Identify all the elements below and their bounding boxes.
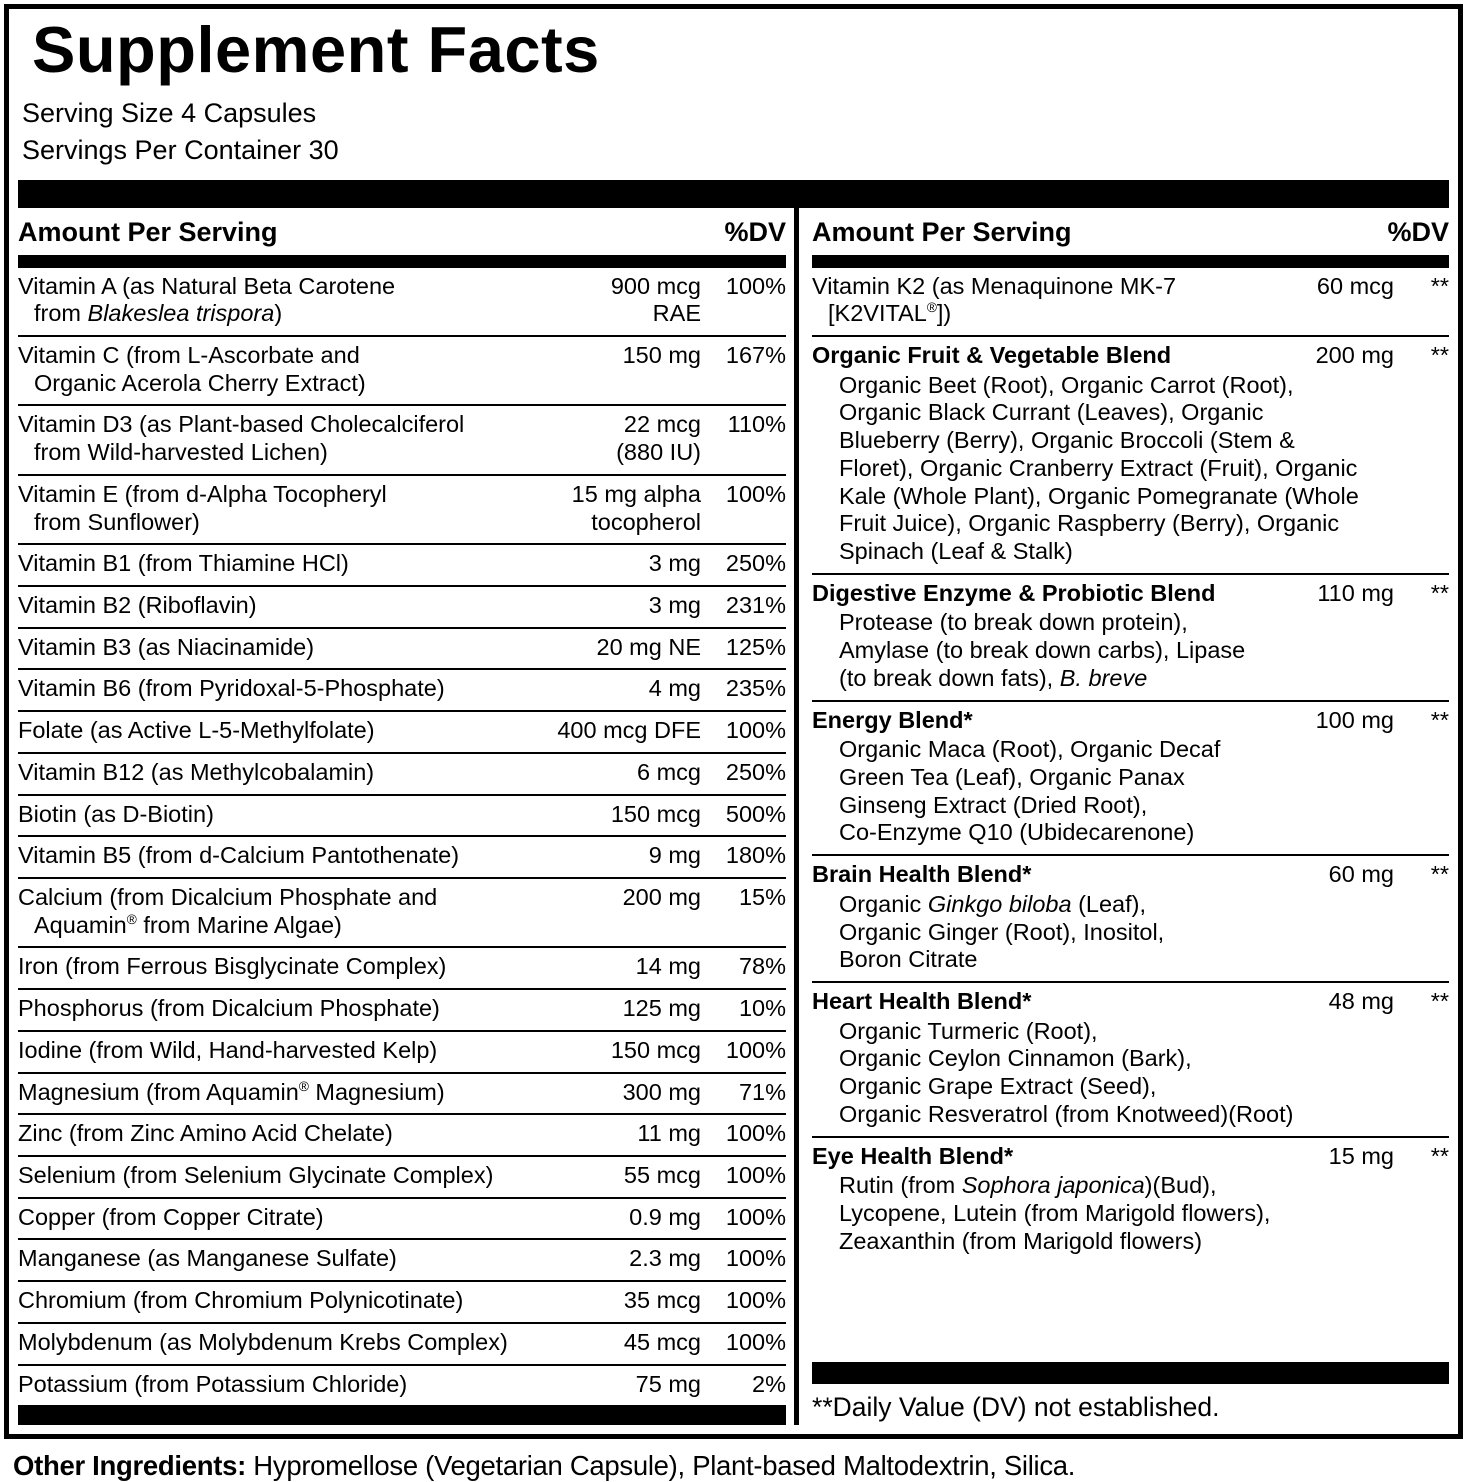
nutrient-row-line	[18, 1162, 786, 1190]
nutrient-row-line	[812, 1143, 1449, 1171]
nutrient-amount: 60 mg	[1328, 861, 1394, 888]
other-ingredients	[13, 1450, 1467, 1482]
nutrient-name: Iodine (from Wild, Hand-harvested Kelp)	[18, 1036, 438, 1063]
nutrient-daily-value: **	[1430, 988, 1449, 1015]
nutrient-amount: 150 mcg	[610, 800, 701, 827]
nutrient-row	[18, 335, 786, 404]
right-bottom-bar	[812, 1362, 1449, 1384]
nutrient-name: Manganese (as Manganese Sulfate)	[18, 1245, 397, 1272]
nutrient-daily-value: 180%	[725, 842, 786, 869]
nutrient-amount: 300 mg	[622, 1078, 701, 1105]
nutrient-row-line	[18, 550, 786, 578]
nutrient-daily-value: 100%	[725, 1162, 786, 1189]
nutrient-daily-value: 125%	[725, 633, 786, 660]
nutrient-name: Vitamin B5 (from d-Calcium Pantothenate)	[18, 842, 460, 869]
nutrient-amount: 35 mcg	[623, 1287, 701, 1314]
nutrient-name: Zinc (from Zinc Amino Acid Chelate)	[18, 1120, 393, 1147]
nutrient-daily-value: 231%	[725, 591, 786, 618]
nutrient-name: Vitamin B1 (from Thiamine HCl)	[18, 550, 349, 577]
nutrient-row-line	[18, 995, 786, 1023]
nutrient-daily-value: 78%	[738, 953, 786, 980]
nutrient-daily-value: 100%	[725, 1036, 786, 1063]
nutrient-row	[18, 585, 786, 627]
right-header-bar	[812, 255, 1449, 268]
nutrient-daily-value: 100%	[725, 480, 786, 507]
left-header-bar	[18, 255, 786, 268]
nutrient-amount: 20 mg NE	[596, 633, 701, 660]
nutrient-row	[18, 946, 786, 988]
nutrient-name: Molybdenum (as Molybdenum Krebs Complex)	[18, 1328, 508, 1355]
top-separator-bar	[18, 180, 1449, 208]
left-bottom-bar	[18, 1405, 786, 1425]
nutrient-amount: 400 mcg DFE	[557, 717, 701, 744]
nutrient-row	[18, 988, 786, 1030]
nutrient-name: Vitamin E (from d-Alpha Tocopheryl from Sunflower)	[18, 480, 387, 535]
nutrient-amount: 75 mg	[635, 1370, 701, 1397]
nutrient-amount: 0.9 mg	[629, 1203, 701, 1230]
left-column	[18, 208, 786, 1426]
nutrient-name: Organic Fruit & Vegetable Blend	[812, 341, 1172, 368]
blend-ingredients-description: Protease (to break down protein), Amylase (to break down carbs), Lipase (to break down fats), B. breve	[839, 609, 1246, 691]
nutrient-amount: 900 mcg RAE	[610, 272, 701, 327]
nutrient-row	[812, 854, 1449, 981]
nutrient-row-line	[812, 861, 1449, 889]
nutrient-daily-value: 250%	[725, 758, 786, 785]
nutrient-amount: 4 mg	[648, 675, 701, 702]
nutrient-amount: 150 mg	[622, 341, 701, 368]
nutrient-row-line	[812, 988, 1449, 1016]
percent-dv-header: %DV	[724, 216, 786, 247]
nutrient-daily-value: 100%	[725, 717, 786, 744]
nutrient-row-line	[812, 580, 1449, 608]
left-nutrient-rows	[18, 268, 786, 1406]
nutrient-row-line	[18, 411, 786, 466]
nutrient-amount: 125 mg	[622, 995, 701, 1022]
nutrient-row	[812, 268, 1449, 335]
blend-ingredients-description: Organic Ginkgo biloba (Leaf), Organic Ginger (Root), Inositol, Boron Citrate	[839, 890, 1165, 973]
nutrient-name: Chromium (from Chromium Polynicotinate)	[18, 1287, 464, 1314]
nutrient-row	[18, 1322, 786, 1364]
nutrient-daily-value: 500%	[725, 800, 786, 827]
nutrient-daily-value: 100%	[725, 1287, 786, 1314]
nutrient-amount: 22 mcg (880 IU)	[616, 411, 701, 466]
nutrient-daily-value: 100%	[725, 1120, 786, 1147]
blend-ingredients-description: Organic Beet (Root), Organic Carrot (Root), Organic Black Currant (Leaves), Organic Blueberry (Berry), Organic Broccoli (Stem & Floret), Organic Cranberry Extract (Fruit), Organic Kale (Whole Plant), Organic Pomegranate (Whole Fruit Juice), Organic Raspberry (Berry), Organic Spinach (Leaf & Stalk)	[839, 371, 1359, 564]
nutrient-row-line	[18, 1287, 786, 1315]
nutrient-daily-value: 167%	[725, 341, 786, 368]
nutrient-row-line	[18, 592, 786, 620]
nutrient-daily-value: 250%	[725, 550, 786, 577]
nutrient-daily-value: 110%	[727, 411, 786, 438]
nutrient-row	[18, 1364, 786, 1406]
blend-ingredients-description: Rutin (from Sophora japonica)(Bud), Lycopene, Lutein (from Marigold flowers), Zeaxanthin (from Marigold flowers)	[839, 1172, 1271, 1254]
nutrient-row	[18, 1113, 786, 1155]
nutrient-name: Heart Health Blend*	[812, 988, 1032, 1015]
nutrient-row-line	[18, 675, 786, 703]
nutrient-row	[18, 710, 786, 752]
servings-per-container: Servings Per Container 30	[22, 134, 339, 165]
nutrient-row	[18, 752, 786, 794]
nutrient-row-line	[812, 273, 1449, 328]
nutrient-name: Calcium (from Dicalcium Phosphate and Aquamin® from Marine Algae)	[18, 884, 438, 938]
nutrient-row	[18, 794, 786, 836]
other-ingredients-label: Other Ingredients:	[13, 1450, 246, 1482]
right-column-header	[812, 208, 1449, 255]
serving-size: Serving Size 4 Capsules	[22, 98, 317, 128]
nutrient-amount: 55 mcg	[623, 1162, 701, 1189]
nutrient-amount: 200 mg	[1315, 341, 1394, 368]
nutrient-amount: 2.3 mg	[629, 1245, 701, 1272]
amount-per-serving-header: Amount Per Serving	[812, 216, 1072, 247]
daily-value-footnote: **Daily Value (DV) not established.	[812, 1392, 1220, 1423]
left-column-header	[18, 208, 786, 255]
percent-dv-header: %DV	[1387, 216, 1449, 247]
nutrient-daily-value: **	[1430, 341, 1449, 368]
nutrient-name: Vitamin B2 (Riboflavin)	[18, 591, 257, 618]
nutrient-row	[18, 1238, 786, 1280]
nutrient-row	[812, 700, 1449, 855]
nutrient-amount: 3 mg	[648, 550, 701, 577]
nutrient-row	[18, 404, 786, 473]
nutrient-row	[18, 877, 786, 946]
nutrient-amount: 45 mcg	[623, 1328, 701, 1355]
nutrient-row-line	[18, 884, 786, 939]
nutrient-amount: 150 mcg	[610, 1036, 701, 1063]
nutrient-row	[18, 474, 786, 543]
facts-columns	[18, 208, 1449, 1426]
nutrient-name: Phosphorus (from Dicalcium Phosphate)	[18, 995, 440, 1022]
nutrient-amount: 3 mg	[648, 591, 701, 618]
nutrient-row	[18, 835, 786, 877]
nutrient-daily-value: 10%	[738, 995, 786, 1022]
nutrient-row	[18, 1030, 786, 1072]
nutrient-row	[812, 335, 1449, 573]
nutrient-row	[18, 1155, 786, 1197]
nutrient-daily-value: 15%	[738, 884, 786, 910]
nutrient-row-line	[18, 273, 786, 328]
nutrient-name: Energy Blend*	[812, 706, 973, 733]
nutrient-daily-value: 2%	[752, 1370, 786, 1397]
nutrient-name: Vitamin C (from L-Ascorbate and Organic Acerola Cherry Extract)	[18, 341, 366, 396]
nutrient-row-line	[18, 1245, 786, 1273]
nutrient-name: Iron (from Ferrous Bisglycinate Complex)	[18, 953, 447, 980]
nutrient-amount: 6 mcg	[637, 758, 701, 785]
nutrient-daily-value: 100%	[725, 1203, 786, 1230]
nutrient-row-line	[18, 634, 786, 662]
nutrient-row-line	[18, 717, 786, 745]
nutrient-row-line	[18, 1329, 786, 1357]
nutrient-daily-value: **	[1430, 272, 1449, 299]
nutrient-name: Selenium (from Selenium Glycinate Complex)	[18, 1162, 494, 1189]
nutrient-row	[18, 1280, 786, 1322]
nutrient-daily-value: **	[1430, 579, 1449, 606]
amount-per-serving-header: Amount Per Serving	[18, 216, 278, 247]
nutrient-daily-value: **	[1430, 1142, 1449, 1169]
nutrient-name: Vitamin D3 (as Plant-based Cholecalciferol from Wild-harvested Lichen)	[18, 411, 465, 466]
nutrient-amount: 100 mg	[1315, 706, 1394, 733]
nutrient-row-line	[18, 953, 786, 981]
nutrient-amount: 15 mg alpha tocopherol	[571, 480, 701, 535]
nutrient-amount: 11 mg	[637, 1120, 701, 1147]
nutrient-amount: 9 mg	[648, 842, 701, 869]
nutrient-row-line	[18, 1079, 786, 1107]
nutrient-row	[812, 573, 1449, 700]
nutrient-name: Vitamin B6 (from Pyridoxal-5-Phosphate)	[18, 675, 445, 702]
nutrient-name: Folate (as Active L-5-Methylfolate)	[18, 717, 375, 744]
nutrient-name: Vitamin K2 (as Menaquinone MK-7 [K2VITAL®])	[812, 272, 1177, 327]
nutrient-row	[18, 1072, 786, 1114]
nutrient-name: Vitamin B12 (as Methylcobalamin)	[18, 758, 375, 785]
nutrient-amount: 15 mg	[1328, 1142, 1394, 1169]
nutrient-daily-value: 71%	[738, 1078, 786, 1105]
nutrient-daily-value: 100%	[725, 272, 786, 299]
nutrient-row	[18, 268, 786, 335]
blend-ingredients-description: Organic Turmeric (Root), Organic Ceylon Cinnamon (Bark), Organic Grape Extract (Seed), Organic Resveratrol (from Knotweed)(Root)	[839, 1017, 1294, 1127]
nutrient-name: Eye Health Blend*	[812, 1142, 1014, 1169]
other-ingredients-text: Hypromellose (Vegetarian Capsule), Plant-based Maltodextrin, Silica.	[245, 1450, 1076, 1482]
nutrient-row-line	[18, 1037, 786, 1065]
right-bottom-section	[812, 1362, 1449, 1425]
nutrient-name: Vitamin A (as Natural Beta Carotene from Blakeslea trispora)	[18, 272, 396, 327]
nutrient-amount: 200 mg	[622, 884, 701, 910]
supplement-facts-panel	[4, 4, 1463, 1439]
nutrient-row-line	[18, 759, 786, 787]
nutrient-row-line	[812, 342, 1449, 370]
nutrient-daily-value: 235%	[725, 675, 786, 702]
right-column	[799, 208, 1449, 1426]
nutrient-name: Brain Health Blend*	[812, 861, 1032, 888]
nutrient-name: Potassium (from Potassium Chloride)	[18, 1370, 408, 1397]
nutrient-amount: 110 mg	[1317, 579, 1394, 606]
nutrient-name: Copper (from Copper Citrate)	[18, 1203, 324, 1230]
nutrient-daily-value: **	[1430, 861, 1449, 888]
nutrient-amount: 14 mg	[635, 953, 701, 980]
nutrient-row	[18, 668, 786, 710]
blend-ingredients-description: Organic Maca (Root), Organic Decaf Green Tea (Leaf), Organic Panax Ginseng Extract (Dried Root), Co-Enzyme Q10 (Ubidecarenone)	[839, 736, 1221, 846]
nutrient-amount: 48 mg	[1328, 988, 1394, 1015]
nutrient-row	[812, 981, 1449, 1136]
nutrient-daily-value: **	[1430, 706, 1449, 733]
nutrient-row-line	[18, 342, 786, 397]
nutrient-row-line	[18, 842, 786, 870]
nutrient-row-line	[18, 481, 786, 536]
nutrient-row-line	[18, 1120, 786, 1148]
nutrient-row-line	[18, 801, 786, 829]
nutrient-row	[18, 627, 786, 669]
nutrient-name: Biotin (as D-Biotin)	[18, 800, 214, 827]
nutrient-daily-value: 100%	[725, 1328, 786, 1355]
nutrient-row-line	[812, 707, 1449, 735]
nutrient-row	[18, 1197, 786, 1239]
right-nutrient-rows	[812, 268, 1449, 1263]
nutrient-row	[18, 543, 786, 585]
nutrient-daily-value: 100%	[725, 1245, 786, 1272]
nutrient-row	[812, 1136, 1449, 1263]
nutrient-row-line	[18, 1204, 786, 1232]
nutrient-row-line	[18, 1371, 786, 1399]
nutrient-amount: 60 mcg	[1316, 272, 1394, 299]
nutrient-name: Digestive Enzyme & Probiotic Blend	[812, 579, 1216, 606]
panel-title: Supplement Facts	[32, 13, 600, 86]
nutrient-name: Vitamin B3 (as Niacinamide)	[18, 633, 315, 660]
nutrient-name: Magnesium (from Aquamin® Magnesium)	[18, 1078, 445, 1105]
